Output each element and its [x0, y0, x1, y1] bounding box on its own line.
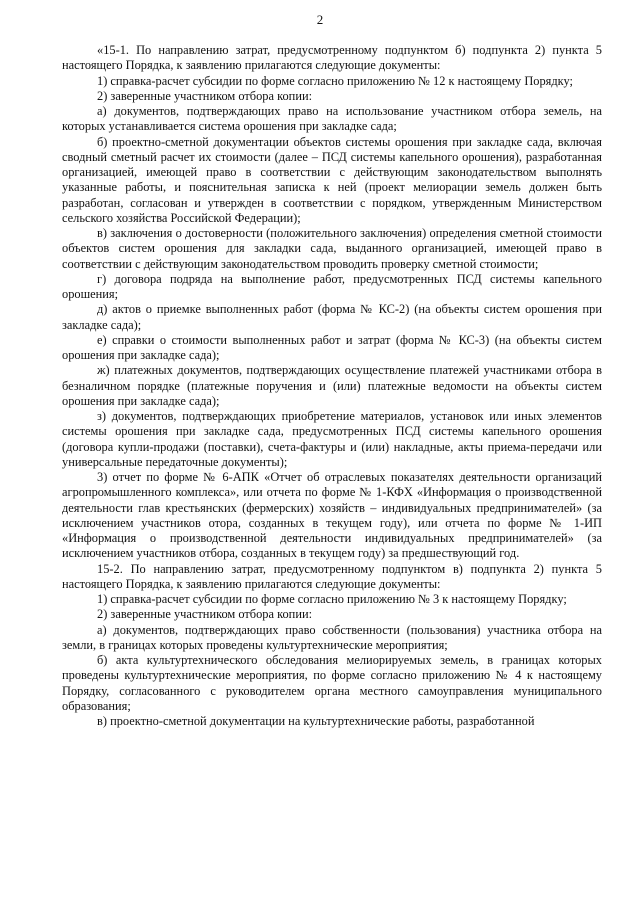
paragraph: 1) справка-расчет субсидии по форме согласно приложению № 3 к настоящему Порядку;	[97, 592, 567, 606]
paragraph: е) справки о стоимости выполненных работ и затрат (форма № КС-3) (на объекты систем орошения при закладке сада);	[62, 332, 602, 362]
paragraph: д) актов о приемке выполненных работ (форма № КС-2) (на объекты систем орошения при закладке сада);	[62, 302, 602, 332]
paragraph: г) договора подряда на выполнение работ, предусмотренных ПСД системы капельного орошения;	[62, 271, 602, 301]
paragraph: ж) платежных документов, подтверждающих осуществление платежей участниками отбора в безналичном порядке (платежные поручения и (или) платежные ведомости на объекты систем орошения при закладке сада);	[62, 363, 602, 408]
paragraph: б) проектно-сметной документации объектов системы орошения при закладке сада, включая сводный сметный расчет их стоимости (далее – ПСД системы капельного орошения), разработанная организацией, имеющей право в соответствии с действующим законодательством выполнять указанные работы, и пояснительная записка к ней (проект мелиорации земель должен быть разработан, согласован и утвержден в соответствии с порядком, утвержденным Министерством сельского хозяйства Российской Федерации);	[62, 134, 602, 225]
paragraph: 15-2. По направлению затрат, предусмотренному подпунктом в) подпункта 2) пункта 5 настоящего Порядка, к заявлению прилагаются следующие документы:	[62, 561, 602, 591]
paragraph: в) заключения о достоверности (положительного заключения) определения сметной стоимости объектов систем орошения для закладки сада, выданного организацией, имеющей право в соответствии с действующим законодательством проводить проверку сметной стоимости;	[62, 226, 602, 271]
paragraph: 2) заверенные участником отбора копии:	[97, 607, 313, 622]
page-number: 2	[316, 12, 324, 27]
paragraph: 2) заверенные участником отбора копии:	[97, 88, 313, 103]
paragraph: «15-1. По направлению затрат, предусмотренному подпунктом б) подпункта 2) пункта 5 настоящего Порядка, к заявлению прилагаются следующие документы:	[62, 43, 602, 73]
paragraph: з) документов, подтверждающих приобретение материалов, установок или иных элементов системы орошения при закладке сада, предусмотренных ПСД системы капельного орошения (договора купли-продажи (поставки), счета-фактуры и (или) накладные, акты приема-передачи или универсальные передаточные документы);	[62, 409, 602, 469]
paragraph: а) документов, подтверждающих право собственности (пользования) участника отбора на земли, в границах которых проведены культуртехнические мероприятия;	[62, 622, 602, 652]
paragraph: а) документов, подтверждающих право на использование участником отбора земель, на которых устанавливается система орошения при закладке сада;	[62, 104, 602, 134]
paragraph: 3) отчет по форме № 6-АПК «Отчет об отраслевых показателях деятельности организаций агропромышленного комплекса», или отчета по форме № 1-КФХ «Информация о производственной деятельности глав крестьянских (фермерских) хозяйств – индивидуальных предпринимателей» (за исключением участников отора, созданных в текущем году), или отчета по форме № 1-ИП «Информация о производственной деятельности индивидуальных предпринимателей» (за исключением участников отбора, созданных в текущем году) за предшествующий год.	[62, 470, 602, 561]
paragraph: 1) справка-расчет субсидии по форме согласно приложению № 12 к настоящему Порядку;	[97, 73, 573, 88]
paragraph: б) акта культуртехнического обследования мелиорируемых земель, в границах которых проведены культуртехнические мероприятия, по форме согласно приложению № 4 к настоящему Порядку, согласованного с руководителем органа местного самоуправления муниципального образования;	[62, 653, 602, 713]
paragraph: в) проектно-сметной документации на культуртехнические работы, разработанной	[97, 714, 535, 728]
document-body	[62, 43, 602, 729]
